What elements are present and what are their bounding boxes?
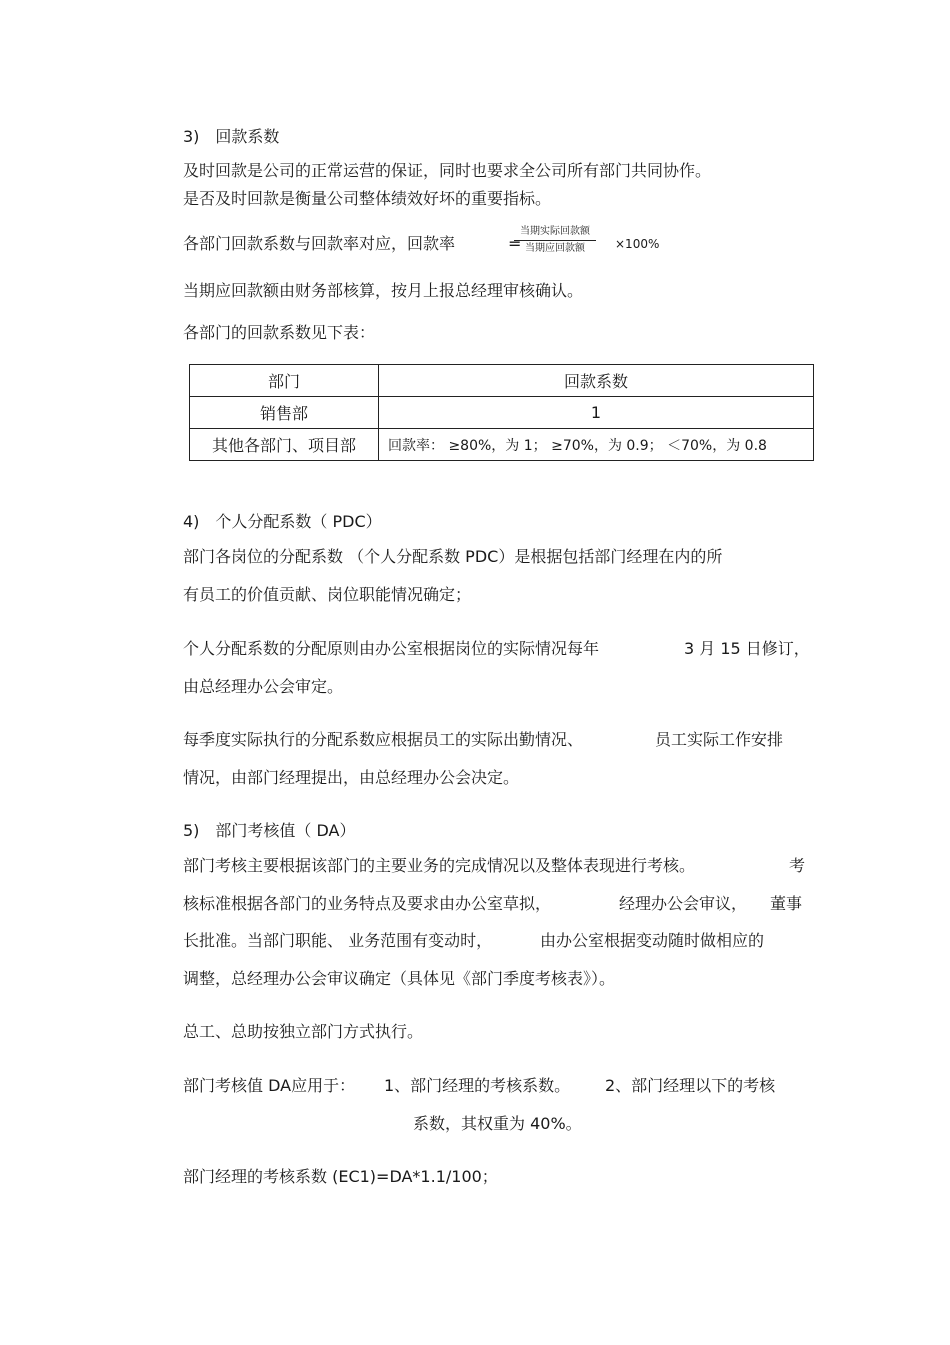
paragraph: 部门各岗位的分配系数 （个人分配系数 PDC）是根据包括部门经理在内的所 — [183, 547, 723, 566]
paragraph: 考 — [789, 856, 806, 875]
paragraph: 当期应回款额由财务部核算，按月上报总经理审核确认。 — [183, 281, 584, 300]
paragraph: 部门考核值 DA应用于： — [183, 1076, 356, 1095]
coefficient-table — [189, 364, 814, 461]
paragraph: 情况，由部门经理提出，由总经理办公会决定。 — [183, 768, 520, 787]
formula-denominator: 当期应回款额 — [525, 243, 585, 254]
table-row — [190, 429, 814, 461]
paragraph: 2、部门经理以下的考核 — [605, 1076, 776, 1095]
paragraph: 调整，总经理办公会审议确定（具体见《部门季度考核表》）。 — [183, 969, 616, 988]
paragraph: 员工实际工作安排 — [655, 730, 784, 749]
table-cell: 销售部 — [190, 397, 379, 429]
paragraph: 长批准。当部门职能、 业务范围有变动时， — [183, 931, 493, 950]
section-3-heading: 3) 回款系数 — [183, 127, 280, 146]
paragraph: 个人分配系数的分配原则由办公室根据岗位的实际情况每年 — [183, 639, 600, 658]
formula-label: 各部门回款系数与回款率对应，回款率 — [183, 234, 456, 253]
formula-fraction — [514, 226, 596, 255]
paragraph: 是否及时回款是衡量公司整体绩效好坏的重要指标。 — [183, 189, 552, 208]
formula-numerator: 当期实际回款额 — [514, 226, 596, 241]
paragraph: 系数，其权重为 40%。 — [413, 1114, 582, 1133]
paragraph: 董事 — [770, 894, 803, 913]
paragraph: 经理办公会审议， — [619, 894, 748, 913]
paragraph: 由总经理办公会审定。 — [183, 677, 344, 696]
table-cell: 回款率： ≥80%，为 1； ≥70%，为 0.9； ＜70%，为 0.8 — [379, 429, 814, 461]
table-cell: 1 — [379, 397, 814, 429]
formula-multiplier: ×100% — [615, 237, 660, 251]
paragraph: 部门经理的考核系数 (EC1)=DA*1.1/100； — [183, 1167, 498, 1186]
table-header-cell: 部门 — [190, 365, 379, 397]
paragraph: 每季度实际执行的分配系数应根据员工的实际出勤情况、 — [183, 730, 584, 749]
section-5-heading: 5) 部门考核值（ DA） — [183, 821, 356, 840]
table-header-cell: 回款系数 — [379, 365, 814, 397]
paragraph: 总工、总助按独立部门方式执行。 — [183, 1022, 424, 1041]
paragraph: 1、部门经理的考核系数。 — [384, 1076, 571, 1095]
section-4-heading: 4) 个人分配系数（ PDC） — [183, 512, 382, 531]
paragraph: 由办公室根据变动随时做相应的 — [540, 931, 765, 950]
formula-equals: = — [508, 234, 522, 253]
table-row — [190, 397, 814, 429]
paragraph: 各部门的回款系数见下表： — [183, 323, 376, 342]
paragraph: 核标准根据各部门的业务特点及要求由办公室草拟， — [183, 894, 552, 913]
table-cell: 其他各部门、项目部 — [190, 429, 379, 461]
table-header-row — [190, 365, 814, 397]
paragraph: 有员工的价值贡献、岗位职能情况确定； — [183, 585, 472, 604]
paragraph: 部门考核主要根据该部门的主要业务的完成情况以及整体表现进行考核。 — [183, 856, 696, 875]
paragraph: 及时回款是公司的正常运营的保证，同时也要求全公司所有部门共同协作。 — [183, 161, 712, 180]
paragraph: 3 月 15 日修订， — [684, 639, 810, 658]
